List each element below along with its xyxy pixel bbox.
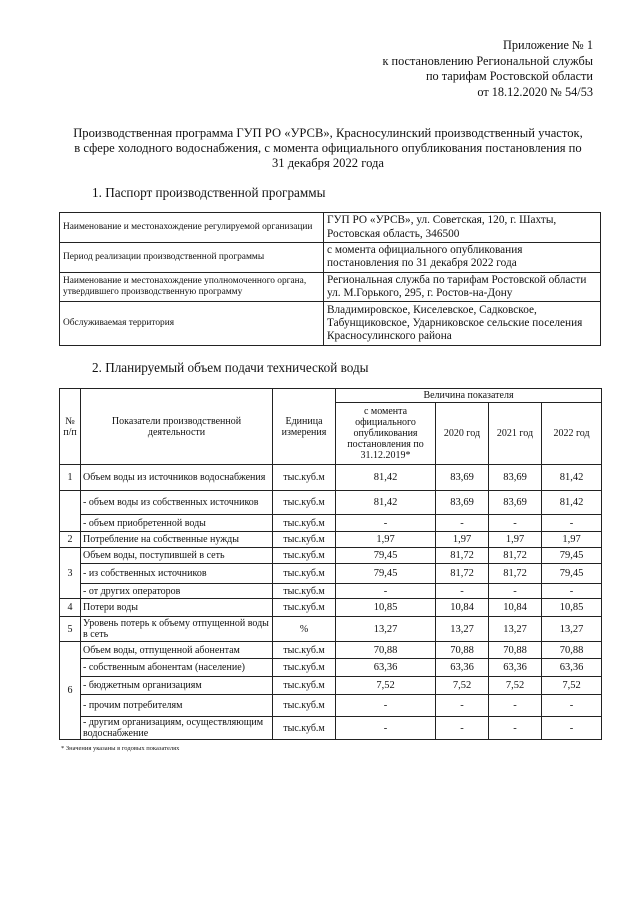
row-indicator: Потери воды [81,599,273,617]
header-indicator: Показатели производственной деятельности [81,389,273,465]
row-value-initial: - [336,695,436,717]
table-row [60,465,602,491]
row-unit: тыс.куб.м [273,599,336,617]
header-num: № п/п [60,389,81,465]
row-value-2021: 1,97 [489,532,542,548]
row-indicator: Уровень потерь к объему отпущенной воды в сеть [81,617,273,642]
title-line: в сфере холодного водоснабжения, с момента официального опубликования постановления по [74,141,582,155]
row-value-2022: 1,97 [542,532,602,548]
row-value-initial: 79,45 [336,548,436,564]
row-value-2022: 81,42 [542,491,602,515]
row-value-2022: 79,45 [542,564,602,584]
row-value-2022: - [542,717,602,740]
passport-row [60,302,601,346]
header-value: Величина показателя [336,389,602,403]
row-num: 5 [60,617,81,642]
row-indicator: - из собственных источников [81,564,273,584]
row-unit: тыс.куб.м [273,491,336,515]
row-value-2021: 13,27 [489,617,542,642]
row-num: 1 [60,465,81,491]
row-value-2020: 70,88 [436,642,489,659]
section-heading-passport: 1. Паспорт производственной программы [92,185,326,200]
row-value-2022: 70,88 [542,642,602,659]
row-value-2020: 83,69 [436,491,489,515]
row-indicator: - от других операторов [81,584,273,599]
passport-value: ГУП РО «УРСВ», ул. Советская, 120, г. Шахты, Ростовская область, 346500 [324,213,601,243]
header-unit: Единица измерения [273,389,336,465]
row-unit: тыс.куб.м [273,659,336,677]
row-value-2021: 7,52 [489,677,542,695]
passport-key: Период реализации производственной программы [60,243,324,273]
row-value-2022: 79,45 [542,548,602,564]
row-value-initial: 63,36 [336,659,436,677]
passport-row [60,272,601,302]
footnote: * Значения указаны в годовых показателях [61,745,180,752]
row-indicator: Объем воды, поступившей в сеть [81,548,273,564]
row-value-initial: 70,88 [336,642,436,659]
row-value-2020: - [436,515,489,532]
document-title [58,126,598,171]
row-value-2021: 83,69 [489,465,542,491]
table-row [60,564,602,584]
table-row [60,695,602,717]
passport-key: Обслуживаемая территория [60,302,324,346]
row-value-2020: - [436,584,489,599]
row-value-initial: - [336,717,436,740]
row-value-2021: 10,84 [489,599,542,617]
row-value-2022: - [542,695,602,717]
row-value-initial: 1,97 [336,532,436,548]
row-unit: тыс.куб.м [273,584,336,599]
row-unit: % [273,617,336,642]
passport-key: Наименование и местонахождение регулируемой организации [60,213,324,243]
row-value-initial: - [336,584,436,599]
passport-key: Наименование и местонахождение уполномоченного органа, утвердившего производственную программу [60,272,324,302]
row-indicator: Объем воды из источников водоснабжения [81,465,273,491]
row-value-2020: 1,97 [436,532,489,548]
appendix-line: Приложение № 1 [502,38,593,52]
row-value-initial: 81,42 [336,491,436,515]
title-line: Производственная программа ГУП РО «УРСВ», Красносулинский производственный участок, [73,126,583,140]
row-num [60,491,81,532]
row-value-initial: 79,45 [336,564,436,584]
row-num: 6 [60,642,81,740]
row-value-2022: 7,52 [542,677,602,695]
header-col-initial: с момента официального опубликования постановления по 31.12.2019* [336,403,436,465]
table-row [60,659,602,677]
row-indicator: - объем приобретенной воды [81,515,273,532]
row-value-initial: 7,52 [336,677,436,695]
row-value-2020: 81,72 [436,564,489,584]
row-unit: тыс.куб.м [273,677,336,695]
passport-row [60,243,601,273]
row-value-2021: - [489,515,542,532]
row-value-2021: 83,69 [489,491,542,515]
row-unit: тыс.куб.м [273,515,336,532]
row-value-2020: 10,84 [436,599,489,617]
table-row [60,617,602,642]
row-unit: тыс.куб.м [273,465,336,491]
appendix-line: к постановлению Региональной службы [382,53,593,68]
passport-value: Владимировское, Киселевское, Садковское, Табунщиковское, Ударниковское сельские поселения Красносулинского района [324,302,601,346]
row-value-2022: 10,85 [542,599,602,617]
title-line: 31 декабря 2022 года [271,156,385,170]
row-value-initial: 81,42 [336,465,436,491]
row-indicator: - собственным абонентам (население) [81,659,273,677]
table-row [60,532,602,548]
table-row [60,642,602,659]
row-value-2021: 81,72 [489,564,542,584]
row-value-2022: 13,27 [542,617,602,642]
table-row [60,677,602,695]
row-value-2020: - [436,717,489,740]
row-value-2020: - [436,695,489,717]
row-unit: тыс.куб.м [273,564,336,584]
row-value-2022: 81,42 [542,465,602,491]
row-unit: тыс.куб.м [273,548,336,564]
appendix-line: от 18.12.2020 № 54/53 [477,84,593,99]
row-num: 2 [60,532,81,548]
row-indicator: - прочим потребителям [81,695,273,717]
row-unit: тыс.куб.м [273,532,336,548]
passport-table [59,212,601,346]
table-body [60,465,602,740]
row-value-2022: 63,36 [542,659,602,677]
row-indicator: - другим организациям, осуществляющим водоснабжение [81,717,273,740]
row-value-2021: - [489,584,542,599]
row-value-2020: 13,27 [436,617,489,642]
row-value-initial: 13,27 [336,617,436,642]
passport-value: с момента официального опубликования постановления по 31 декабря 2022 года [324,243,601,273]
row-value-initial: - [336,515,436,532]
table-row [60,599,602,617]
passport-value: Региональная служба по тарифам Ростовской области ул. М.Горького, 295, г. Ростов-на-Дону [324,272,601,302]
row-num: 4 [60,599,81,617]
section-heading-volume: 2. Планируемый объем подачи технической воды [92,360,369,375]
row-unit: тыс.куб.м [273,642,336,659]
row-value-2020: 63,36 [436,659,489,677]
row-value-2020: 7,52 [436,677,489,695]
row-value-2022: - [542,515,602,532]
header-col-2020: 2020 год [436,403,489,465]
row-value-initial: 10,85 [336,599,436,617]
table-row [60,515,602,532]
row-num: 3 [60,548,81,599]
row-unit: тыс.куб.м [273,695,336,717]
row-indicator: Потребление на собственные нужды [81,532,273,548]
passport-row [60,213,601,243]
table-row [60,584,602,599]
row-value-2021: 63,36 [489,659,542,677]
row-indicator: Объем воды, отпущенной абонентам [81,642,273,659]
header-col-2022: 2022 год [542,403,602,465]
table-row [60,491,602,515]
row-value-2021: 70,88 [489,642,542,659]
table-row [60,717,602,740]
table-row [60,548,602,564]
row-indicator: - объем воды из собственных источников [81,491,273,515]
row-value-2020: 83,69 [436,465,489,491]
row-value-2020: 81,72 [436,548,489,564]
appendix-line: по тарифам Ростовской области [425,69,593,83]
header-col-2021: 2021 год [489,403,542,465]
row-value-2021: - [489,717,542,740]
row-unit: тыс.куб.м [273,717,336,740]
table-header-row [60,389,602,403]
row-value-2022: - [542,584,602,599]
appendix-header [382,38,593,100]
row-indicator: - бюджетным организациям [81,677,273,695]
water-volume-table [59,388,602,740]
row-value-2021: 81,72 [489,548,542,564]
row-value-2021: - [489,695,542,717]
